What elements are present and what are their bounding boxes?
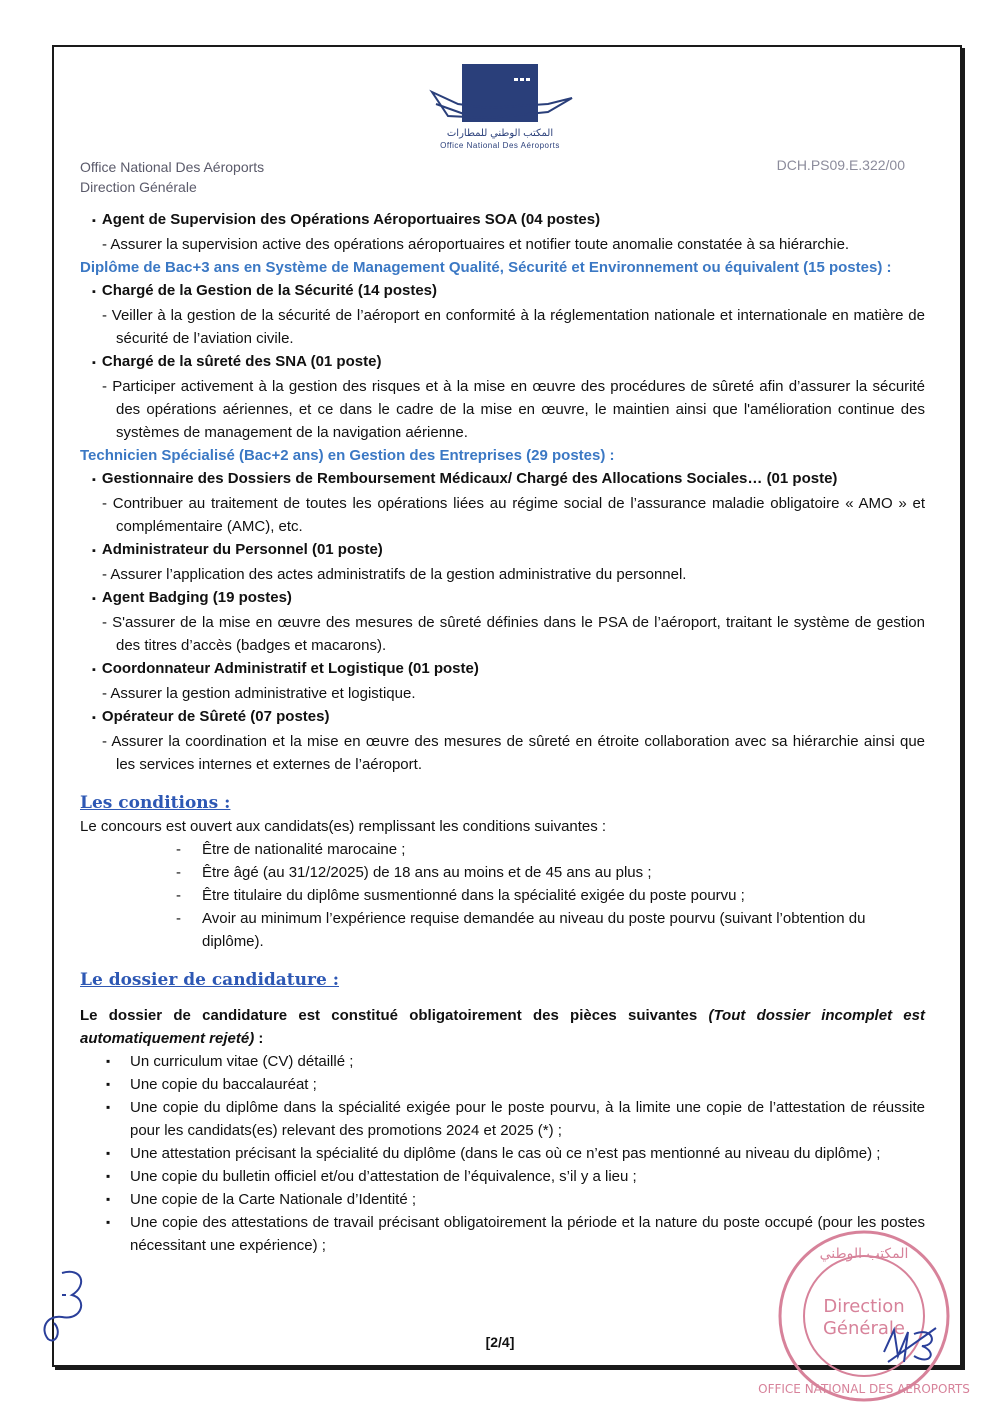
list-item: ▪ Une copie des attestations de travail précisant obligatoirement la période et la nature du poste occupé (pour les postes nécessitant une expérience) ; bbox=[106, 1211, 925, 1257]
svg-text:Direction: Direction bbox=[823, 1296, 905, 1317]
logo-arabic-text: المكتب الوطني للمطارات bbox=[446, 128, 554, 139]
signature-icon bbox=[878, 1322, 944, 1366]
dossier-heading: Le dossier de candidature : bbox=[80, 970, 339, 990]
conditions-list bbox=[80, 838, 925, 953]
document-body bbox=[80, 208, 925, 1257]
list-item: ▪ Une copie du baccalauréat ; bbox=[106, 1073, 925, 1096]
page-number: [2/4] bbox=[485, 1334, 515, 1350]
job-description: - Assurer la gestion administrative et logistique. bbox=[102, 685, 416, 702]
list-item: - Être de nationalité marocaine ; bbox=[176, 838, 925, 861]
list-item: ▪ Une attestation précisant la spécialité du diplôme (dans le cas où ce n’est pas mentionné au niveau du diplôme) ; bbox=[106, 1142, 925, 1165]
job-description: - S'assurer de la mise en œuvre des mesures de sûreté définies dans le PSA de l’aéroport, traitant le système de gestion des titres d’accès (badges et macarons). bbox=[102, 614, 925, 654]
job-title: ▪ Chargé de la sûreté des SNA (01 poste) bbox=[92, 350, 925, 375]
logo-english-text: Office National Des Aéroports bbox=[440, 141, 560, 150]
job-title: ▪ Agent de Supervision des Opérations Aéroportuaires SOA (04 postes) bbox=[92, 208, 925, 233]
job-description: - Assurer la coordination et la mise en œuvre des mesures de sûreté en étroite collaboration avec sa hiérarchie ainsi que les services internes et externes de l’aéroport. bbox=[102, 733, 925, 773]
list-item: ▪ Une copie du diplôme dans la spécialité exigée pour le poste pourvu, à la limite une copie de l’attestation de réussite pour les candidats(es) relevant des promotions 2024 et 2025 (*) ; bbox=[106, 1096, 925, 1142]
svg-text:Générale: Générale bbox=[822, 1318, 906, 1339]
job-description: - Participer activement à la gestion des risques et à la mise en œuvre des procédures de sûreté afin d’assurer la sécurité des opérations aériennes, et ce dans le cadre de la mise en œuvre, le maintien ainsi que l'amélioration continue des systèmes de management de la navigation aérienne. bbox=[102, 378, 925, 441]
official-stamp-icon bbox=[758, 1228, 970, 1403]
conditions-heading: Les conditions : bbox=[80, 793, 231, 813]
svg-text:OFFICE NATIONAL DES AEROPORTS: OFFICE NATIONAL DES AEROPORTS bbox=[758, 1382, 970, 1396]
job-title: ▪ Administrateur du Personnel (01 poste) bbox=[92, 538, 925, 563]
dossier-list bbox=[80, 1050, 925, 1257]
section-heading: Technicien Spécialisé (Bac+2 ans) en Gestion des Entreprises (29 postes) : bbox=[80, 447, 615, 464]
job-description: - Assurer la supervision active des opérations aéroportuaires et notifier toute anomalie constatée à sa hiérarchie. bbox=[102, 236, 850, 253]
list-item: ▪ Un curriculum vitae (CV) détaillé ; bbox=[106, 1050, 925, 1073]
dossier-intro-end: : bbox=[254, 1030, 264, 1047]
organization-block bbox=[80, 157, 264, 197]
org-direction: Direction Générale bbox=[80, 179, 197, 195]
job-title: ▪ Agent Badging (19 postes) bbox=[92, 586, 925, 611]
job-description: - Assurer l’application des actes administratifs de la gestion administrative du personnel. bbox=[102, 566, 687, 583]
job-title: ▪ Coordonnateur Administratif et Logistique (01 poste) bbox=[92, 657, 925, 682]
dossier-intro-text: Le dossier de candidature est constitué obligatoirement des pièces suivantes bbox=[80, 1007, 709, 1024]
job-title: ▪ Opérateur de Sûreté (07 postes) bbox=[92, 705, 925, 730]
job-description: - Contribuer au traitement de toutes les opérations liées au régime social de l’assurance maladie obligatoire « AMO » et complémentaire (AMC), etc. bbox=[102, 495, 925, 535]
list-item: - Être titulaire du diplôme susmentionné dans la spécialité exigée du poste pourvu ; bbox=[176, 884, 925, 907]
dossier-intro bbox=[80, 1004, 925, 1050]
conditions-intro: Le concours est ouvert aux candidats(es) remplissant les conditions suivantes : bbox=[80, 818, 607, 835]
handwritten-initials-icon bbox=[32, 1265, 92, 1345]
org-name: Office National Des Aéroports bbox=[80, 159, 265, 175]
list-item: - Être âgé (au 31/12/2025) de 18 ans au moins et de 45 ans au plus ; bbox=[176, 861, 925, 884]
job-title: ▪ Chargé de la Gestion de la Sécurité (14 postes) bbox=[92, 279, 925, 304]
job-description: - Veiller à la gestion de la sécurité de l’aéroport en conformité à la réglementation nationale et internationale en matière de sécurité de l’aviation civile. bbox=[102, 307, 925, 347]
list-item: - Avoir au minimum l’expérience requise demandée au niveau du poste pourvu (suivant l’obtention du diplôme). bbox=[176, 907, 925, 953]
job-title: ▪ Gestionnaire des Dossiers de Remboursement Médicaux/ Chargé des Allocations Sociales… (01 poste) bbox=[92, 467, 925, 492]
section-heading: Diplôme de Bac+3 ans en Système de Management Qualité, Sécurité et Environnement ou équivalent (15 postes) : bbox=[80, 259, 892, 276]
list-item: ▪ Une copie du bulletin officiel et/ou d’attestation de l’équivalence, s’il y a lieu ; bbox=[106, 1165, 925, 1188]
list-item: ▪ Une copie de la Carte Nationale d’Identité ; bbox=[106, 1188, 925, 1211]
svg-text:المكتب الوطني: المكتب الوطني bbox=[819, 1246, 909, 1262]
dossier-intro-note: (Tout dossier incomplet est automatiquement rejeté) bbox=[80, 1007, 925, 1047]
document-reference: DCH.PS09.E.322/00 bbox=[776, 157, 905, 173]
